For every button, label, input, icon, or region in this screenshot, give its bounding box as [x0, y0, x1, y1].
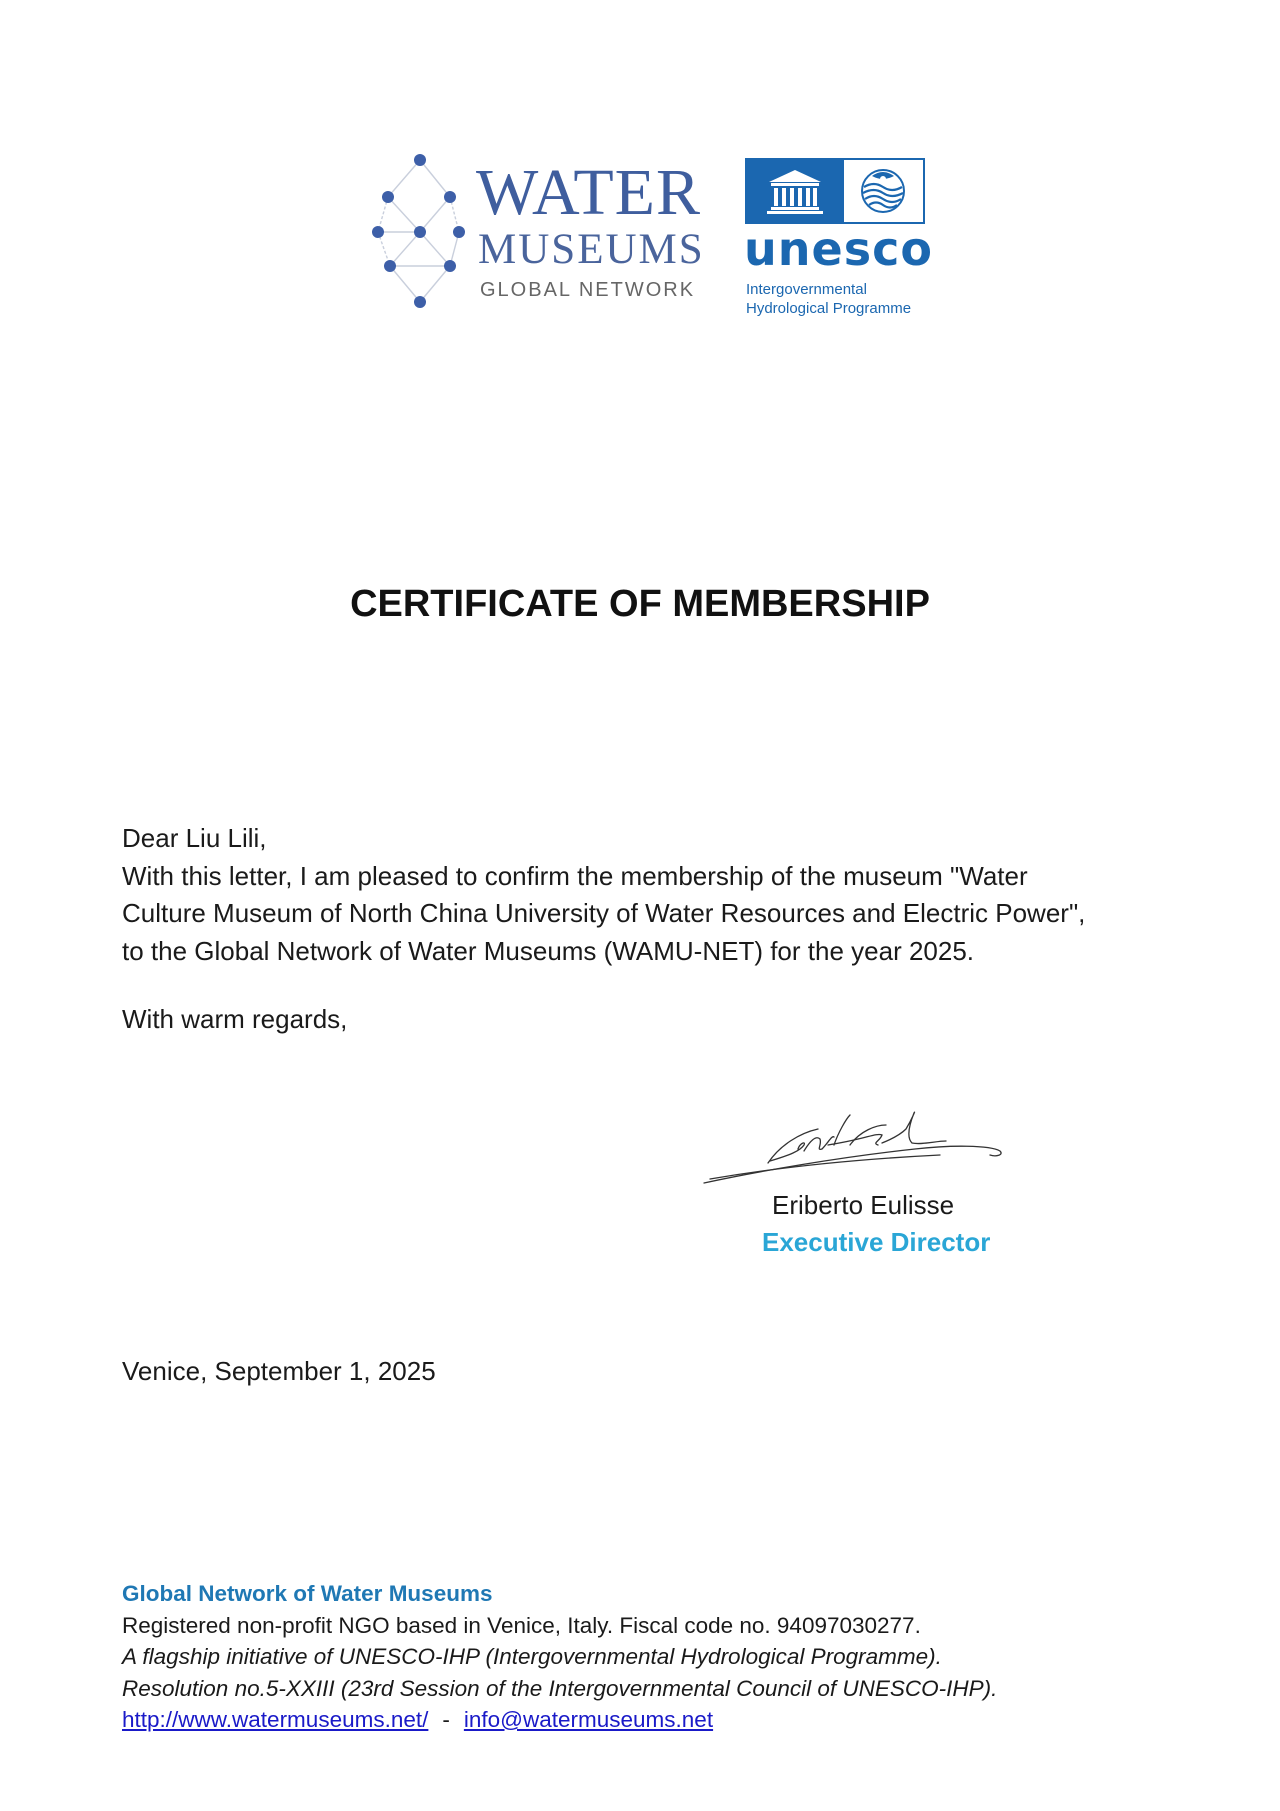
footer-resolution: Resolution no.5-XXIII (23rd Session of the Intergovernmental Council of UNESCO-IHP). [122, 1675, 998, 1701]
unesco-subtitle-line1: Intergovernmental [746, 281, 867, 298]
certificate-title: CERTIFICATE OF MEMBERSHIP [350, 583, 930, 625]
signer-name: Eriberto Eulisse [772, 1190, 955, 1220]
ihp-water-globe-icon [844, 160, 923, 222]
letter-body [122, 820, 1202, 970]
footer-registration: Registered non-profit NGO based in Venice, Italy. Fiscal code no. 94097030277. [122, 1612, 921, 1638]
unesco-subtitle [746, 280, 911, 318]
salutation: Dear Liu Lili, [122, 823, 267, 853]
handwritten-signature-icon [700, 1105, 1010, 1190]
water-drop-network-icon [366, 152, 466, 317]
unesco-temple-icon [747, 160, 844, 222]
signer-role: Executive Director [762, 1227, 991, 1257]
footer-initiative: A flagship initiative of UNESCO-IHP (Intergovernmental Hydrological Programme). [122, 1644, 942, 1669]
unesco-subtitle-line2: Hydrological Programme [746, 300, 912, 317]
place-and-date: Venice, September 1, 2025 [122, 1356, 436, 1386]
email-link[interactable]: info@watermuseums.net [463, 1707, 714, 1732]
body-line: Culture Museum of North China University of Water Resources and Electric Power", [122, 898, 1086, 928]
website-link[interactable]: http://www.watermuseums.net/ [122, 1707, 429, 1732]
logo-water-text: WATER [476, 156, 701, 229]
unesco-emblem [745, 158, 925, 224]
logo-museums-text: MUSEUMS [478, 226, 705, 273]
body-line: to the Global Network of Water Museums (WAMU-NET) for the year 2025. [122, 935, 975, 966]
body-line: With this letter, I am pleased to confirm the membership of the museum "Water [122, 860, 1028, 891]
closing: With warm regards, [122, 1004, 348, 1034]
footer-organization: Global Network of Water Museums [122, 1581, 493, 1606]
logo-global-network-text: GLOBAL NETWORK [480, 279, 696, 301]
footer [122, 1578, 1222, 1736]
footer-links [122, 1704, 1222, 1736]
link-separator: - [442, 1707, 450, 1732]
unesco-wordmark: unesco [744, 222, 933, 276]
